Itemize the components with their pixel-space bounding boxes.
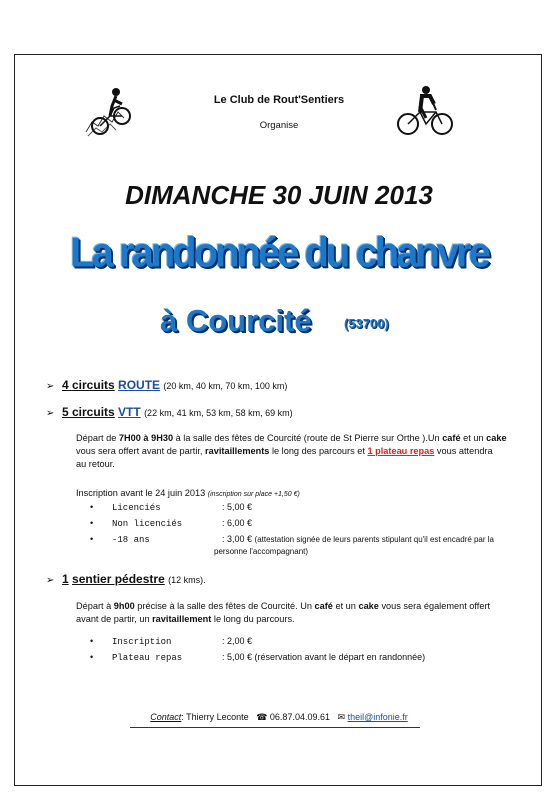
price-value: : 6,00 €: [222, 518, 253, 528]
price-value: : 5,00 € (réservation avant le départ en randonnée): [222, 652, 426, 662]
price-label: Non licenciés: [112, 519, 183, 529]
bullet-icon: •: [90, 518, 94, 528]
page-border: [14, 54, 542, 786]
event-title: La randonnée du chanvre: [70, 229, 488, 277]
contact-label: Contact: [150, 712, 182, 722]
phone-icon: ☎: [256, 712, 268, 722]
minor-note-continued: personne l'accompagnant): [214, 547, 309, 556]
cafe-word: café: [314, 601, 333, 611]
text: le long des parcours et: [269, 446, 368, 456]
price-value: : 5,00 €: [222, 502, 253, 512]
pedestre-label: sentier pédestre: [72, 572, 165, 586]
bullet-icon: •: [90, 636, 94, 646]
vtt-label: VTT: [118, 405, 141, 419]
pedestre-detail: (12 kms).: [168, 575, 206, 585]
price-value: : 2,00 €: [222, 636, 253, 646]
bullet-icon: •: [90, 534, 94, 544]
inscription-note: (inscription sur place +1,50 €): [207, 491, 300, 498]
text: Départ de: [76, 433, 119, 443]
bullet-icon: •: [90, 502, 94, 512]
pedestre-depart-paragraph: [76, 600, 516, 626]
email-icon: ✉: [337, 712, 346, 722]
plateau-repas-highlight: 1 plateau repas: [367, 446, 435, 456]
depart-time: 7H00 à 9H30: [118, 433, 174, 443]
price-row: [90, 652, 425, 663]
text: vous sera également offert: [378, 601, 491, 611]
text: au retour.: [76, 459, 115, 469]
route-label: ROUTE: [118, 378, 161, 392]
contact-name: : Thierry Leconte: [181, 712, 249, 722]
organise-label: Organise: [259, 120, 299, 131]
arrow-bullet-icon: ➢: [46, 575, 55, 586]
text: à la salle des fêtes de Courcité (route de St Pierre sur Orthe ).Un: [173, 433, 443, 443]
text: précise à la salle des fêtes de Courcité. Un: [134, 601, 315, 611]
price-label: -18 ans: [112, 535, 150, 545]
cafe-word: café: [442, 433, 461, 443]
pedestre-count: 1: [62, 572, 69, 586]
event-date: DIMANCHE 30 JUIN 2013: [125, 180, 433, 210]
contact-email[interactable]: theil@infonie.fr: [347, 712, 408, 722]
contact-line: [0, 712, 558, 723]
text: le long du parcours.: [211, 614, 295, 624]
velo-inscription: [76, 487, 516, 501]
circuit-pedestre: [46, 572, 206, 586]
bullet-icon: •: [90, 652, 94, 662]
text: Départ à: [76, 601, 114, 611]
price-label: Plateau repas: [112, 653, 183, 663]
arrow-bullet-icon: ➢: [46, 381, 55, 392]
event-place: à Courcité: [160, 303, 312, 338]
velo-depart-paragraph: [76, 432, 516, 471]
vtt-detail: (22 km, 41 km, 53 km, 58 km, 69 km): [144, 408, 293, 418]
route-count: 4 circuits: [62, 378, 115, 392]
text: vous attendra: [434, 446, 493, 456]
ravitaillement-word: ravitaillement: [152, 614, 212, 624]
circuit-vtt: [46, 405, 293, 419]
text: et un: [460, 433, 487, 443]
price-label: Licenciés: [112, 503, 161, 513]
event-zip: (53700): [344, 316, 389, 331]
price-row: [90, 518, 252, 529]
price-row: [90, 636, 252, 647]
cake-word: cake: [358, 601, 379, 611]
vtt-count: 5 circuits: [62, 405, 115, 419]
arrow-bullet-icon: ➢: [46, 408, 55, 419]
price-value: : 3,00 €: [222, 534, 253, 544]
contact-divider: [130, 727, 420, 728]
price-label: Inscription: [112, 637, 172, 647]
route-detail: (20 km, 40 km, 70 km, 100 km): [163, 381, 288, 391]
circuit-route: [46, 378, 287, 392]
text: avant de partir, un: [76, 614, 153, 624]
ravitaillements-word: ravitaillements: [205, 446, 270, 456]
price-row: [90, 534, 494, 545]
depart-time: 9h00: [113, 601, 135, 611]
contact-phone: 06.87.04.09.61: [269, 712, 330, 722]
cake-word: cake: [486, 433, 507, 443]
text: vous sera offert avant de partir,: [76, 446, 206, 456]
club-name: Le Club de Rout'Sentiers: [213, 94, 345, 106]
price-row: [90, 502, 252, 513]
inscription-text: Inscription avant le 24 juin 2013: [76, 488, 206, 498]
minor-note: (attestation signée de leurs parents stipulant qu'il est encadré par la: [254, 535, 494, 544]
text: et un: [332, 601, 359, 611]
